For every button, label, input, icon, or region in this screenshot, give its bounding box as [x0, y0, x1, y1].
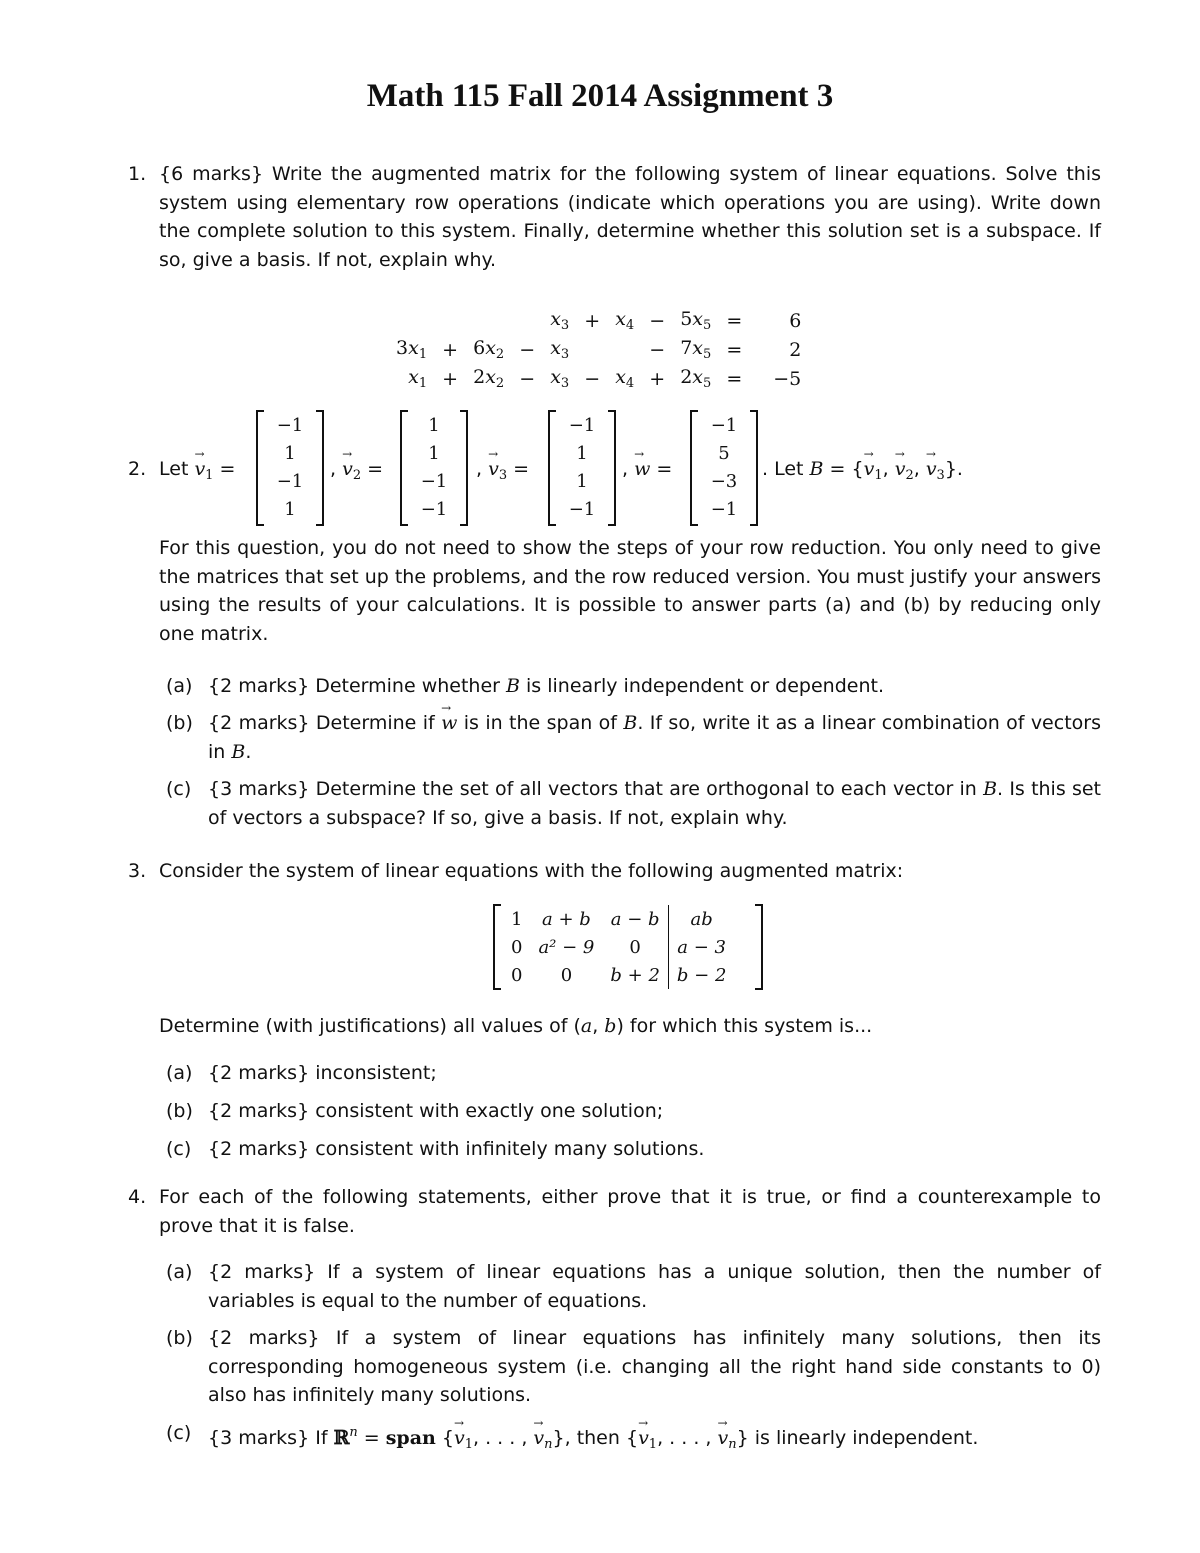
q1-rhs-3: −5 [773, 367, 802, 390]
q4a-label: (a) [166, 1261, 193, 1283]
q3b-label: (b) [166, 1100, 193, 1122]
v2-entry: −1 [420, 499, 448, 520]
w-entry: −1 [710, 499, 738, 520]
q3-determine: Determine (with justifications) all values of (a, b) for which this system is... [159, 1015, 873, 1037]
q1-equation-system: $x_3$ + $x_4$ − $5x_5$ = 6 $3x_1$ + $6x_2$ − $x_3$ − $7x_5$ = 2 $x_1$ + $2x_2$ − $x_3$ − $x_4$ + $2x_5$ = −5 [390, 306, 807, 393]
v1-entry: 1 [284, 443, 296, 464]
w-entry: −3 [710, 471, 738, 492]
q2b-text: {2 marks} Determine if → w is in the span of B. If so, write it as a linear combination of vectors in B. [208, 709, 1101, 766]
q3-text: Consider the system of linear equations with the following augmented matrix: [159, 860, 904, 882]
v1-entry: −1 [276, 471, 304, 492]
matrix-cell: b + 2 [610, 964, 660, 986]
matrix-cell: a − 3 [668, 933, 734, 961]
q2c-label: (c) [166, 778, 192, 800]
q3-augmented-matrix [493, 904, 763, 990]
q3c-label: (c) [166, 1138, 192, 1160]
vector-v2 [400, 410, 468, 526]
q4a-text: {2 marks} If a system of linear equations has a unique solution, then the number of variables is equal to the number of equations. [208, 1261, 1101, 1312]
v1-entry: 1 [284, 499, 296, 520]
vector-w [690, 410, 758, 526]
q2-number: 2. [128, 458, 147, 480]
matrix-cell: 0 [511, 964, 523, 986]
matrix-cell: 1 [511, 908, 523, 930]
q1-text: {6 marks} Write the augmented matrix for the following system of linear equations. Solve this system using elementary row operations (indicate which operations you are using). Write down the complete solution to this system. Finally, determine whether this solution set is a subspace. If so, give a basis. If not, explain why. [159, 163, 1101, 271]
vector-v3 [548, 410, 616, 526]
v3-entry: 1 [576, 471, 588, 492]
matrix-cell: a + b [542, 908, 591, 930]
v3-entry: −1 [568, 499, 596, 520]
v2-entry: 1 [428, 443, 440, 464]
v2-entry: −1 [420, 471, 448, 492]
q3-number: 3. [128, 860, 147, 882]
v1-entry: −1 [276, 415, 304, 436]
q4c-label: (c) [166, 1422, 192, 1444]
q4c-text: {3 marks} If ℝ$^n$ = span {→ $v_1$, . . . , → $v_n$}, then {→ $v_1$, . . . , → $v_n$} is linearly independent. [208, 1419, 1101, 1460]
matrix-cell: 0 [560, 964, 573, 986]
v3-entry: −1 [568, 415, 596, 436]
q2a-text: {2 marks} Determine whether B is linearly independent or dependent. [208, 675, 884, 697]
q2b-label: (b) [166, 712, 193, 734]
q1-rhs-2: 2 [789, 338, 802, 361]
w-entry: −1 [710, 415, 738, 436]
matrix-cell: a − b [610, 908, 660, 930]
q2-intro: For this question, you do not need to show the steps of your row reduction. You only need to give the matrices that set up the problems, and the row reduced version. You must justify your answers using the results of your calculations. It is possible to answer parts (a) and (b) by reducing only one matrix. [159, 537, 1101, 645]
q1-rhs-1: 6 [789, 309, 802, 332]
matrix-cell: 0 [629, 936, 641, 958]
q3a-label: (a) [166, 1062, 193, 1084]
q3b-text: {2 marks} consistent with exactly one solution; [208, 1100, 664, 1122]
q4b-text: {2 marks} If a system of linear equations has infinitely many solutions, then its corresponding homogeneous system (i.e. changing all the right hand side constants to 0) also has infinitely many solutions. [208, 1327, 1101, 1406]
q4-text: For each of the following statements, either prove that it is true, or find a counterexample to prove that it is false. [159, 1186, 1101, 1237]
matrix-cell: b − 2 [668, 961, 734, 989]
q2c-text: {3 marks} Determine the set of all vectors that are orthogonal to each vector in B. Is this set of vectors a subspace? If so, give a basis. If not, explain why. [208, 778, 1102, 829]
matrix-cell: a² − 9 [538, 936, 595, 958]
q3a-text: {2 marks} inconsistent; [208, 1062, 437, 1084]
vector-v1 [256, 410, 324, 526]
q1-number: 1. [128, 163, 147, 185]
matrix-cell: 0 [511, 936, 523, 958]
w-entry: 5 [718, 443, 730, 464]
v3-entry: 1 [576, 443, 588, 464]
page-title: Math 115 Fall 2014 Assignment 3 [366, 78, 834, 114]
q4b-label: (b) [166, 1327, 193, 1349]
assignment-page: Math 115 Fall 2014 Assignment 3 1. {6 marks} Write the augmented matrix for the following system of linear equations. Solve this system using elementary row operations (indicate which operations you are using). Write down the complete solution to this system. Finally, determine whether this solution set is a subspace. If so, give a basis. If not, explain why. $x_3$ + $x_4$ − $5x_5$ = 6 $3x_1$ + $6x_2$ − $x_3$ − $7x_5$ = 2 $x_1$ + $2x_2$ − $x_3$ − $x_4$ + $2x_5$ = −5 2. Let → $v_1$ = −1 1 −1 1 , → $v_2$ = 1 1 −1 −1 , → $v_3$ = −1 1 1 −1 , → w = −1 5 −3 −1 . Let B = {→ $v_1$, → $v_2$, → $v_3$}. For this question, you do not need to show the steps of your row reduction. You only need to give the matrices that set up the problems, and the row reduced version. You must justify your answers using the results of your calculations. It is possible to answer parts (a) and (b) by reducing only one matrix. (a) {2 marks} Determine whether B is linearly independent or dependent. (b) {2 marks} Determine if → w is in the span of B. If so, write it as a linear combination of vectors in B. (c) {3 marks} Determine the set of all vectors that are orthogonal to each vector in B. Is this set of vectors a subspace? If so, give a basis. If not, explain why. 3. Consider the system of linear equations with the following augmented matrix: 1 a + b a − b ab 0 a² − 9 0 a − 3 0 0 b + 2 b − 2 Determine (with justifications) all values of (a, b) for which this system is... (a) {2 marks} inconsistent; (b) {2 marks} consistent with exactly one solution; (c) {2 marks} consistent with infinitely many solutions. 4. For each of the following statements, either prove that it is true, or find a counterexample to prove that it is false. (a) {2 marks} If a system of linear equations has a unique solution, then the number of variables is equal to the number of equations. (b) {2 marks} If a system of linear equations has infinitely many solutions, then its corresponding homogeneous system (i.e. changing all the right hand side constants to 0) also has infinitely many solutions. (c) {3 marks} If ℝ$^n$ = span {→ $v_1$, . . . , → $v_n$}, then {→ $v_1$, . . . , → $v_n$} is linearly independent. [0, 0, 1200, 1553]
q2-let: Let [159, 458, 189, 480]
q2-let-b: . Let [762, 458, 804, 480]
q4-number: 4. [128, 1186, 147, 1208]
q3c-text: {2 marks} consistent with infinitely many solutions. [208, 1138, 705, 1160]
q2a-label: (a) [166, 675, 193, 697]
matrix-cell: ab [668, 905, 734, 933]
v2-entry: 1 [428, 415, 440, 436]
